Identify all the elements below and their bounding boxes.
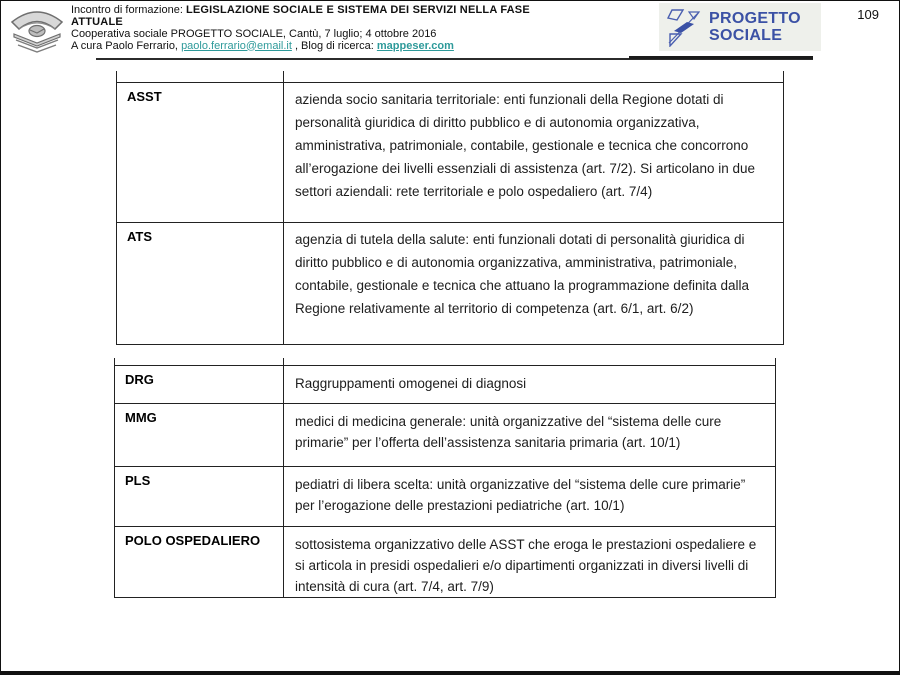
term-cell: POLO OSPEDALIERO: [115, 527, 284, 597]
term-cell: ASST: [117, 83, 284, 222]
header-text-block: [71, 5, 646, 52]
table-cutoff-row: [117, 71, 783, 83]
definition-cell: pediatri di libera scelta: unità organizzative del “sistema delle cure primarie” per l’erogazione delle prestazioni pediatriche (art. 10/1): [295, 477, 746, 513]
definition-cell: Raggruppamenti omogenei di diagnosi: [295, 376, 527, 391]
header-divider-thick: [629, 56, 813, 59]
page-number: 109: [857, 7, 879, 22]
blog-link[interactable]: mappeser.com: [376, 39, 454, 52]
table-row: [115, 467, 775, 527]
glossary-table-2: [114, 358, 776, 598]
glossary-table-1: [116, 71, 784, 345]
handshake-book-emblem-icon: [9, 4, 65, 54]
definition-cell: medici di medicina generale: unità organizzative del “sistema delle cure primarie” per l’offerta dell’assistenza sanitaria primaria (art. 10/1): [295, 414, 722, 450]
progetto-sociale-mark-icon: [665, 7, 703, 47]
table-cutoff-row: [115, 358, 775, 366]
email-link[interactable]: paolo.ferrario@email.it: [181, 39, 292, 52]
term-cell: MMG: [115, 404, 284, 466]
definition-cell: azienda socio sanitaria territoriale: enti funzionali della Regione dotati di personalità giuridica di diritto pubblico e di autonomia organizzativa, amministrativa, patrimoniale, contabile, gestionale e tecnica che concorrono all’erogazione dei livelli essenziali di assistenza (art. 7/2). Si articolano in due settori aziendali: rete territoriale e polo ospedaliero (art. 7/4): [295, 92, 755, 199]
term-cell: DRG: [115, 366, 284, 403]
definition-cell: sottosistema organizzativo delle ASST che eroga le prestazioni ospedaliere e si articola in presidi ospedalieri e/o dipartimenti organizzati in diversi livelli di intensità di cura (art. 7/4, art. 7/9): [295, 537, 757, 594]
table-row: [115, 366, 775, 404]
page-title: Incontro di formazione: LEGISLAZIONE SOCIALE E SISTEMA DEI SERVIZI NELLA FASE ATTUALE: [71, 4, 530, 28]
term-cell: PLS: [115, 467, 284, 526]
progetto-sociale-logo: [659, 3, 821, 51]
progetto-sociale-wordmark: PROGETTO SOCIALE: [709, 10, 801, 44]
table-row: [115, 527, 775, 598]
header-subtitle: Cooperativa sociale PROGETTO SOCIALE, Cantù, 7 luglio; 4 ottobre 2016: [71, 28, 437, 40]
definition-cell: agenzia di tutela della salute: enti funzionali dotati di personalità giuridica di diritto pubblico e di autonomia organizzativa, amministrativa, patrimoniale, contabile, gestionale e tecnica che attuano la programmazione definita dalla Regione relativamente al territorio di competenza (art. 6/1, art. 6/2): [295, 232, 750, 316]
table-row: [117, 223, 783, 345]
term-cell: ATS: [117, 223, 284, 344]
header-byline: A cura Paolo Ferrario, paolo.ferrario@email.it , Blog di ricerca: mappeser.com: [71, 39, 454, 52]
table-row: [117, 83, 783, 223]
table-row: [115, 404, 775, 467]
